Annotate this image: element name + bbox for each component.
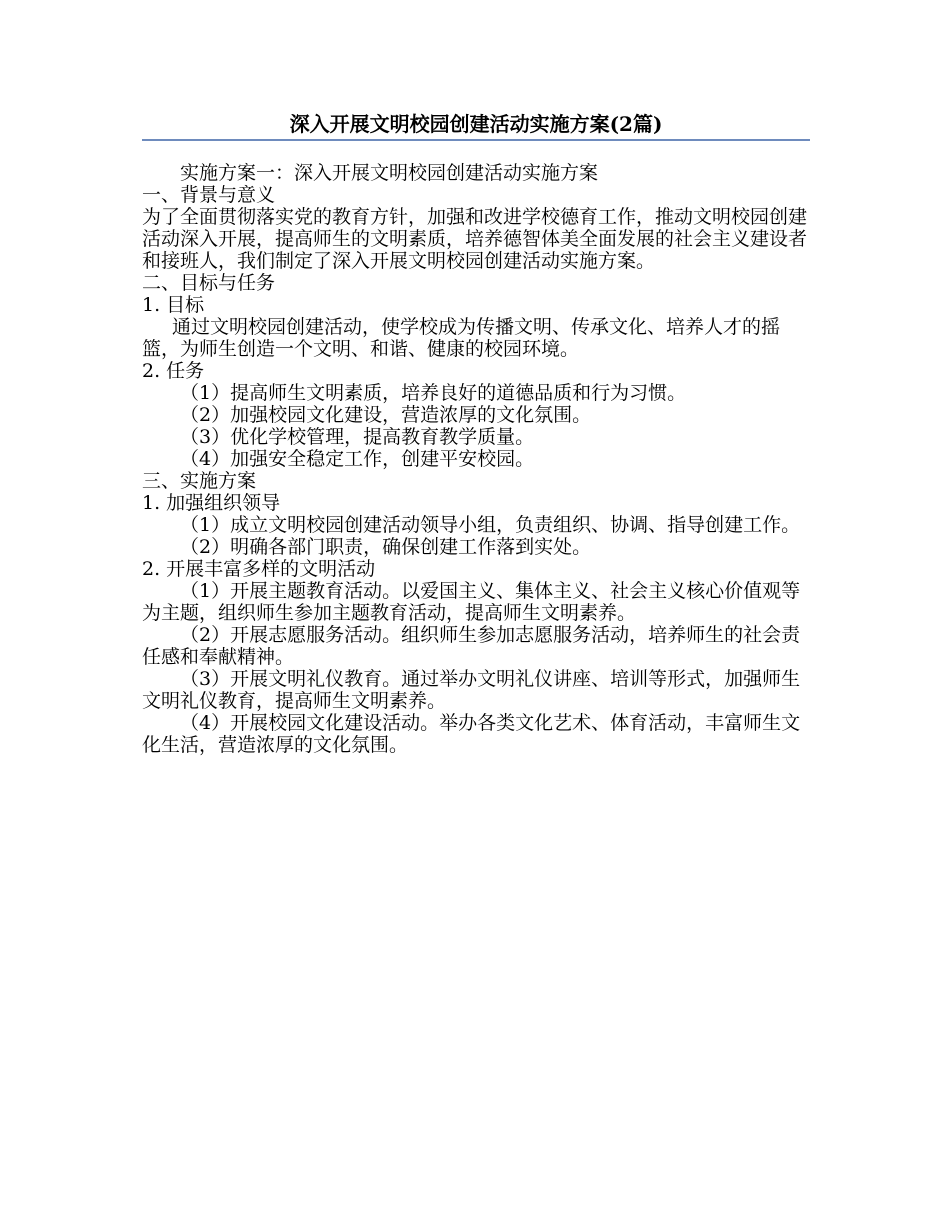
document-title: 深入开展文明校园创建活动实施方案(2篇) [289, 112, 663, 136]
activity-paragraph: （1）开展主题教育活动。以爱国主义、集体主义、社会主义核心价值观等为主题，组织师生参加主题教育活动，提高师生文明素养。 [142, 580, 801, 624]
task-label: 2. 任务 [142, 360, 205, 382]
activity-paragraph: （3）开展文明礼仪教育。通过举办文明礼仪讲座、培训等形式，加强师生文明礼仪教育，提高师生文明素养。 [142, 668, 801, 712]
organization-item: （2）明确各部门职责，确保创建工作落到实处。 [180, 536, 592, 558]
goal-label: 1. 目标 [142, 294, 205, 316]
activity-paragraph: （4）开展校园文化建设活动。举办各类文化艺术、体育活动，丰富师生文化生活，营造浓厚的文化氛围。 [142, 712, 801, 756]
task-item: （2）加强校园文化建设，营造浓厚的文化氛围。 [180, 404, 592, 426]
activity-paragraph: （2）开展志愿服务活动。组织师生参加志愿服务活动，培养师生的社会责任感和奉献精神。 [142, 624, 801, 668]
title-underline [142, 139, 810, 141]
plan-heading: 实施方案一：深入开展文明校园创建活动实施方案 [180, 162, 599, 184]
document-body [142, 150, 810, 756]
section-heading-background: 一、背景与意义 [142, 184, 276, 206]
organization-item: （1）成立文明校园创建活动领导小组，负责组织、协调、指导创建工作。 [180, 514, 801, 536]
task-item: （4）加强安全稳定工作，创建平安校园。 [180, 448, 535, 470]
task-item: （3）优化学校管理，提高教育教学质量。 [180, 426, 535, 448]
task-item: （1）提高师生文明素质，培养良好的道德品质和行为习惯。 [180, 382, 687, 404]
subsection-label-organization: 1. 加强组织领导 [142, 492, 281, 514]
section-heading-implementation: 三、实施方案 [142, 470, 257, 492]
section-paragraph-background: 为了全面贯彻落实党的教育方针，加强和改进学校德育工作，推动文明校园创建活动深入开展，提高师生的文明素质，培养德智体美全面发展的社会主义建设者和接班人，我们制定了深入开展文明校园创建活动实施方案。 [142, 206, 808, 272]
section-heading-goals: 二、目标与任务 [142, 272, 276, 294]
goal-paragraph: 通过文明校园创建活动，使学校成为传播文明、传承文化、培养人才的摇篮，为师生创造一个文明、和谐、健康的校园环境。 [142, 316, 781, 360]
subsection-label-activities: 2. 开展丰富多样的文明活动 [142, 558, 376, 580]
